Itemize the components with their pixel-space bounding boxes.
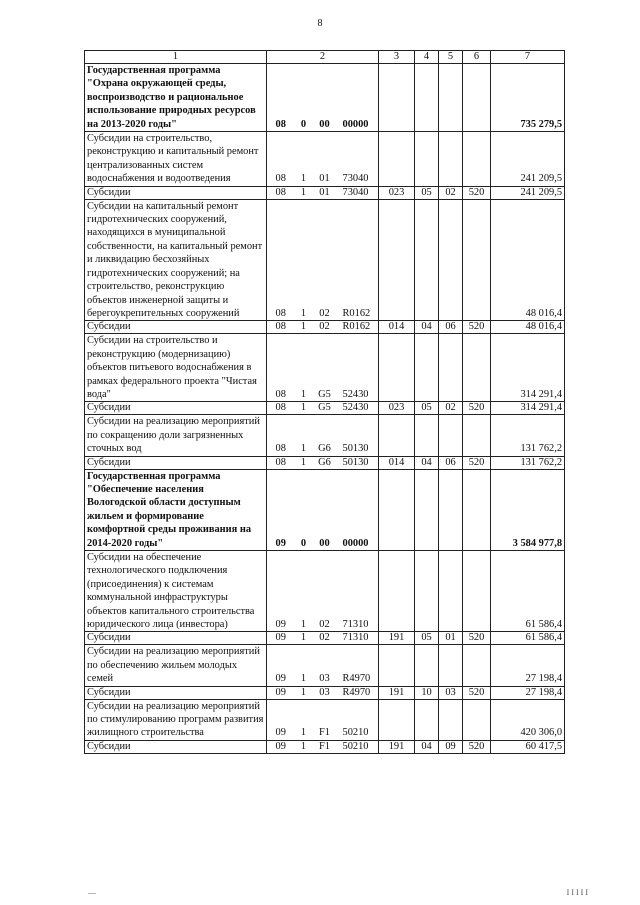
row-name-cell: Субсидии <box>85 186 267 199</box>
page-number: 8 <box>317 18 323 29</box>
col-5-cell <box>439 334 463 402</box>
code-program-cell: 08 <box>267 415 295 456</box>
code-direction-cell: R4970 <box>337 645 379 686</box>
code-program-cell: 08 <box>267 321 295 334</box>
row-name-cell: Субсидии <box>85 402 267 415</box>
col-4-cell <box>415 64 439 132</box>
col-3-cell <box>379 645 415 686</box>
header-col-7: 7 <box>491 51 565 64</box>
col-5-cell: 06 <box>439 456 463 469</box>
table-header-row <box>85 51 565 64</box>
col-3-cell: 023 <box>379 402 415 415</box>
col-4-cell <box>415 199 439 321</box>
row-name-cell: Субсидии на капитальный ремонт гидротехнических сооружений, находящихся в муниципальной собственности, на капитальный ремонт и ликвидацию бесхозяйных гидротехнических сооружений; на строительство, реконструкцию объектов инженерной защиты и берегоукрепительных сооружений <box>85 199 267 321</box>
row-name-cell: Субсидии на строительство, реконструкцию и капитальный ремонт централизованных систем водоснабжения и водоотведения <box>85 132 267 187</box>
col-5-cell: 02 <box>439 186 463 199</box>
code-program-cell: 08 <box>267 334 295 402</box>
amount-cell: 3 584 977,8 <box>491 469 565 550</box>
col-5-cell <box>439 199 463 321</box>
table-row <box>85 686 565 699</box>
col-6-cell: 520 <box>463 456 491 469</box>
col-4-cell: 04 <box>415 456 439 469</box>
col-4-cell: 05 <box>415 402 439 415</box>
col-3-cell <box>379 64 415 132</box>
code-subprogram-cell: 1 <box>295 645 313 686</box>
col-6-cell <box>463 551 491 632</box>
code-subprogram-cell: 0 <box>295 64 313 132</box>
table-row <box>85 740 565 753</box>
amount-cell: 60 417,5 <box>491 740 565 753</box>
amount-cell: 48 016,4 <box>491 321 565 334</box>
code-direction-cell: 52430 <box>337 334 379 402</box>
col-4-cell <box>415 132 439 187</box>
col-5-cell <box>439 64 463 132</box>
col-3-cell <box>379 415 415 456</box>
col-4-cell: 04 <box>415 740 439 753</box>
col-4-cell <box>415 415 439 456</box>
code-measure-cell: G5 <box>313 402 337 415</box>
code-program-cell: 08 <box>267 186 295 199</box>
code-measure-cell: 02 <box>313 199 337 321</box>
col-4-cell <box>415 334 439 402</box>
table-row <box>85 402 565 415</box>
code-direction-cell: 00000 <box>337 64 379 132</box>
col-6-cell <box>463 132 491 187</box>
code-measure-cell: 01 <box>313 186 337 199</box>
code-measure-cell: G6 <box>313 456 337 469</box>
budget-table <box>84 50 565 754</box>
header-col-2: 2 <box>267 51 379 64</box>
table-row <box>85 456 565 469</box>
code-direction-cell: R0162 <box>337 321 379 334</box>
col-4-cell: 10 <box>415 686 439 699</box>
col-5-cell: 01 <box>439 632 463 645</box>
code-program-cell: 08 <box>267 199 295 321</box>
table-row <box>85 64 565 132</box>
row-name-cell: Субсидии на обеспечение технологического подключения (присоединения) к системам коммунальной инфраструктуры объектов капитального строительства юридического лица (инвестора) <box>85 551 267 632</box>
amount-cell: 131 762,2 <box>491 456 565 469</box>
col-3-cell: 191 <box>379 740 415 753</box>
col-6-cell: 520 <box>463 321 491 334</box>
code-program-cell: 09 <box>267 632 295 645</box>
col-3-cell: 014 <box>379 321 415 334</box>
table-row <box>85 469 565 550</box>
table-row <box>85 699 565 740</box>
code-program-cell: 08 <box>267 64 295 132</box>
code-subprogram-cell: 1 <box>295 456 313 469</box>
code-subprogram-cell: 1 <box>295 199 313 321</box>
code-measure-cell: 02 <box>313 321 337 334</box>
col-5-cell: 06 <box>439 321 463 334</box>
col-6-cell <box>463 334 491 402</box>
amount-cell: 735 279,5 <box>491 64 565 132</box>
row-name-cell: Субсидии <box>85 740 267 753</box>
col-5-cell: 02 <box>439 402 463 415</box>
row-name-cell: Субсидии <box>85 456 267 469</box>
col-5-cell <box>439 645 463 686</box>
code-measure-cell: G5 <box>313 334 337 402</box>
col-6-cell: 520 <box>463 740 491 753</box>
col-3-cell: 014 <box>379 456 415 469</box>
code-subprogram-cell: 1 <box>295 415 313 456</box>
code-direction-cell: 71310 <box>337 632 379 645</box>
code-direction-cell: 50130 <box>337 415 379 456</box>
col-4-cell <box>415 469 439 550</box>
code-subprogram-cell: 1 <box>295 699 313 740</box>
code-program-cell: 09 <box>267 699 295 740</box>
col-3-cell <box>379 132 415 187</box>
table-row <box>85 334 565 402</box>
col-3-cell: 023 <box>379 186 415 199</box>
row-name-cell: Государственная программа "Охрана окружающей среды, воспроизводство и рациональное использование природных ресурсов на 2013-2020 годы" <box>85 64 267 132</box>
code-measure-cell: F1 <box>313 699 337 740</box>
col-6-cell <box>463 469 491 550</box>
col-5-cell <box>439 699 463 740</box>
row-name-cell: Субсидии на реализацию мероприятий по сокращению доли загрязненных сточных вод <box>85 415 267 456</box>
amount-cell: 27 198,4 <box>491 645 565 686</box>
col-5-cell <box>439 469 463 550</box>
col-4-cell: 05 <box>415 632 439 645</box>
header-col-5: 5 <box>439 51 463 64</box>
footer-mark-right: I I I I I <box>566 888 588 897</box>
row-name-cell: Государственная программа "Обеспечение населения Вологодской области доступным жильем и формирование комфортной среды проживания на 2014-2020 годы" <box>85 469 267 550</box>
row-name-cell: Субсидии на строительство и реконструкцию (модернизацию) объектов питьевого водоснабжения в рамках федерального проекта "Чистая вода" <box>85 334 267 402</box>
code-direction-cell: R0162 <box>337 199 379 321</box>
code-subprogram-cell: 0 <box>295 469 313 550</box>
code-direction-cell: 73040 <box>337 186 379 199</box>
code-program-cell: 08 <box>267 132 295 187</box>
code-program-cell: 09 <box>267 551 295 632</box>
col-6-cell: 520 <box>463 186 491 199</box>
code-measure-cell: G6 <box>313 415 337 456</box>
col-5-cell: 03 <box>439 686 463 699</box>
code-measure-cell: 02 <box>313 551 337 632</box>
code-measure-cell: 00 <box>313 64 337 132</box>
code-subprogram-cell: 1 <box>295 686 313 699</box>
col-4-cell <box>415 645 439 686</box>
amount-cell: 27 198,4 <box>491 686 565 699</box>
row-name-cell: Субсидии на реализацию мероприятий по обеспечению жильем молодых семей <box>85 645 267 686</box>
code-program-cell: 09 <box>267 645 295 686</box>
code-measure-cell: 03 <box>313 686 337 699</box>
footer-mark-left: — <box>88 888 96 897</box>
table-row <box>85 132 565 187</box>
code-direction-cell: 50210 <box>337 740 379 753</box>
code-program-cell: 09 <box>267 740 295 753</box>
col-6-cell <box>463 64 491 132</box>
amount-cell: 420 306,0 <box>491 699 565 740</box>
amount-cell: 241 209,5 <box>491 186 565 199</box>
code-subprogram-cell: 1 <box>295 402 313 415</box>
amount-cell: 314 291,4 <box>491 402 565 415</box>
code-program-cell: 09 <box>267 469 295 550</box>
table-row <box>85 199 565 321</box>
col-3-cell: 191 <box>379 686 415 699</box>
col-5-cell: 09 <box>439 740 463 753</box>
code-measure-cell: 02 <box>313 632 337 645</box>
col-4-cell: 04 <box>415 321 439 334</box>
col-5-cell <box>439 132 463 187</box>
header-col-6: 6 <box>463 51 491 64</box>
amount-cell: 314 291,4 <box>491 334 565 402</box>
col-3-cell <box>379 334 415 402</box>
code-program-cell: 08 <box>267 402 295 415</box>
code-direction-cell: 00000 <box>337 469 379 550</box>
code-subprogram-cell: 1 <box>295 551 313 632</box>
row-name-cell: Субсидии <box>85 632 267 645</box>
code-direction-cell: 50210 <box>337 699 379 740</box>
col-6-cell <box>463 199 491 321</box>
code-subprogram-cell: 1 <box>295 132 313 187</box>
code-measure-cell: 01 <box>313 132 337 187</box>
amount-cell: 241 209,5 <box>491 132 565 187</box>
header-col-1: 1 <box>85 51 267 64</box>
code-direction-cell: R4970 <box>337 686 379 699</box>
col-6-cell: 520 <box>463 632 491 645</box>
code-subprogram-cell: 1 <box>295 740 313 753</box>
code-subprogram-cell: 1 <box>295 321 313 334</box>
code-program-cell: 08 <box>267 456 295 469</box>
code-direction-cell: 52430 <box>337 402 379 415</box>
col-6-cell: 520 <box>463 686 491 699</box>
col-3-cell <box>379 551 415 632</box>
code-direction-cell: 71310 <box>337 551 379 632</box>
col-3-cell <box>379 469 415 550</box>
code-direction-cell: 73040 <box>337 132 379 187</box>
col-6-cell <box>463 645 491 686</box>
code-subprogram-cell: 1 <box>295 632 313 645</box>
table-row <box>85 321 565 334</box>
code-subprogram-cell: 1 <box>295 334 313 402</box>
code-program-cell: 09 <box>267 686 295 699</box>
col-4-cell <box>415 551 439 632</box>
col-6-cell: 520 <box>463 402 491 415</box>
table-row <box>85 645 565 686</box>
amount-cell: 48 016,4 <box>491 199 565 321</box>
col-6-cell <box>463 699 491 740</box>
col-3-cell <box>379 199 415 321</box>
table-row <box>85 415 565 456</box>
code-measure-cell: F1 <box>313 740 337 753</box>
col-3-cell: 191 <box>379 632 415 645</box>
amount-cell: 131 762,2 <box>491 415 565 456</box>
code-measure-cell: 00 <box>313 469 337 550</box>
col-4-cell: 05 <box>415 186 439 199</box>
col-5-cell <box>439 551 463 632</box>
code-direction-cell: 50130 <box>337 456 379 469</box>
col-4-cell <box>415 699 439 740</box>
amount-cell: 61 586,4 <box>491 551 565 632</box>
code-measure-cell: 03 <box>313 645 337 686</box>
col-6-cell <box>463 415 491 456</box>
table-row <box>85 186 565 199</box>
header-col-3: 3 <box>379 51 415 64</box>
col-5-cell <box>439 415 463 456</box>
amount-cell: 61 586,4 <box>491 632 565 645</box>
row-name-cell: Субсидии <box>85 686 267 699</box>
code-subprogram-cell: 1 <box>295 186 313 199</box>
table-row <box>85 551 565 632</box>
table-row <box>85 632 565 645</box>
row-name-cell: Субсидии <box>85 321 267 334</box>
col-3-cell <box>379 699 415 740</box>
row-name-cell: Субсидии на реализацию мероприятий по стимулированию программ развития жилищного строительства <box>85 699 267 740</box>
header-col-4: 4 <box>415 51 439 64</box>
